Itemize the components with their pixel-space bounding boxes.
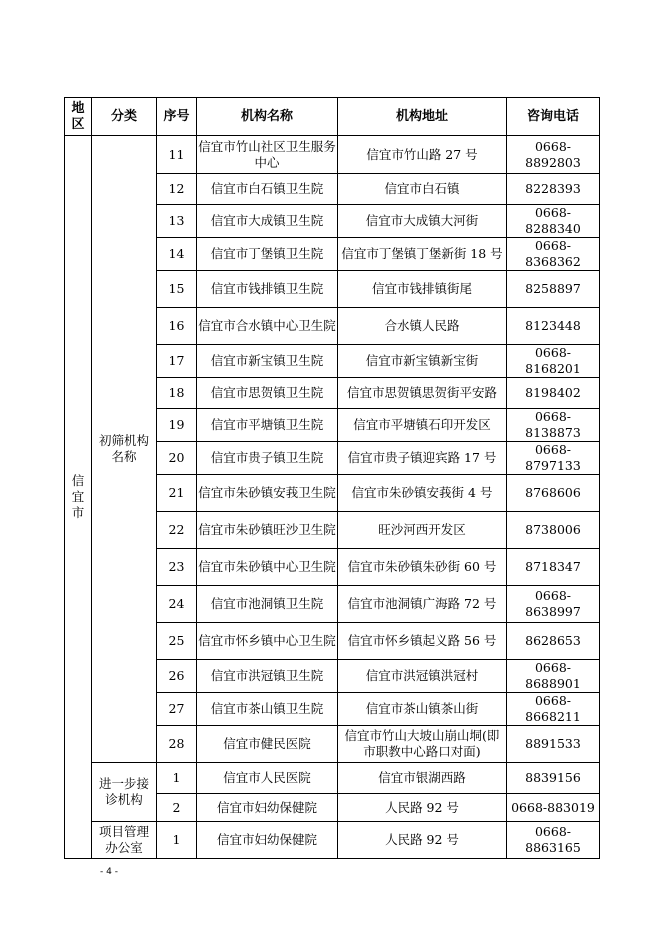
cell-seq: 27 (157, 693, 197, 726)
cell-seq: 24 (157, 586, 197, 623)
cell-name: 信宜市合水镇中心卫生院 (197, 308, 338, 345)
cell-name: 信宜市妇幼保健院 (197, 794, 338, 822)
cell-phone: 8768606 (507, 475, 600, 512)
cell-address: 信宜市丁堡镇丁堡新街 18 号 (338, 238, 507, 271)
cell-name: 信宜市洪冠镇卫生院 (197, 660, 338, 693)
cell-phone: 8228393 (507, 174, 600, 205)
cell-name: 信宜市贵子镇卫生院 (197, 442, 338, 475)
cell-name: 信宜市人民医院 (197, 763, 338, 794)
cell-address: 信宜市贵子镇迎宾路 17 号 (338, 442, 507, 475)
cell-name: 信宜市丁堡镇卫生院 (197, 238, 338, 271)
cell-name: 信宜市妇幼保健院 (197, 822, 338, 859)
cell-seq: 11 (157, 136, 197, 174)
cell-seq: 18 (157, 378, 197, 409)
cell-seq: 20 (157, 442, 197, 475)
cell-phone: 0668-8892803 (507, 136, 600, 174)
cell-seq: 1 (157, 763, 197, 794)
table-row (65, 136, 600, 174)
category-cell: 进一步接诊机构 (92, 763, 157, 822)
cell-seq: 15 (157, 271, 197, 308)
cell-seq: 1 (157, 822, 197, 859)
cell-address: 合水镇人民路 (338, 308, 507, 345)
cell-seq: 19 (157, 409, 197, 442)
cell-name: 信宜市思贺镇卫生院 (197, 378, 338, 409)
cell-address: 信宜市洪冠镇洪冠村 (338, 660, 507, 693)
cell-name: 信宜市朱砂镇安莪卫生院 (197, 475, 338, 512)
cell-seq: 2 (157, 794, 197, 822)
cell-address: 信宜市新宝镇新宝街 (338, 345, 507, 378)
cell-name: 信宜市朱砂镇旺沙卫生院 (197, 512, 338, 549)
cell-phone: 8258897 (507, 271, 600, 308)
cell-address: 人民路 92 号 (338, 822, 507, 859)
cell-seq: 25 (157, 623, 197, 660)
cell-address: 信宜市竹山路 27 号 (338, 136, 507, 174)
cell-seq: 28 (157, 726, 197, 763)
cell-seq: 23 (157, 549, 197, 586)
cell-address: 信宜市平塘镇石印开发区 (338, 409, 507, 442)
header-name: 机构名称 (197, 98, 338, 136)
cell-address: 信宜市怀乡镇起义路 56 号 (338, 623, 507, 660)
header-category: 分类 (92, 98, 157, 136)
cell-address: 旺沙河西开发区 (338, 512, 507, 549)
cell-phone: 0668-8797133 (507, 442, 600, 475)
cell-address: 信宜市银湖西路 (338, 763, 507, 794)
cell-phone: 0668-8638997 (507, 586, 600, 623)
cell-seq: 13 (157, 205, 197, 238)
cell-name: 信宜市钱排镇卫生院 (197, 271, 338, 308)
institution-table (64, 97, 600, 859)
cell-name: 信宜市平塘镇卫生院 (197, 409, 338, 442)
cell-seq: 14 (157, 238, 197, 271)
cell-phone: 8718347 (507, 549, 600, 586)
cell-seq: 17 (157, 345, 197, 378)
cell-phone: 0668-8168201 (507, 345, 600, 378)
cell-seq: 16 (157, 308, 197, 345)
header-region: 地区 (65, 98, 92, 136)
header-address: 机构地址 (338, 98, 507, 136)
cell-seq: 26 (157, 660, 197, 693)
cell-seq: 22 (157, 512, 197, 549)
cell-phone: 8738006 (507, 512, 600, 549)
region-cell: 信 宜 市 (65, 136, 92, 859)
cell-phone: 8198402 (507, 378, 600, 409)
cell-address: 信宜市朱砂镇安莪街 4 号 (338, 475, 507, 512)
cell-phone: 0668-8688901 (507, 660, 600, 693)
cell-name: 信宜市大成镇卫生院 (197, 205, 338, 238)
header-phone: 咨询电话 (507, 98, 600, 136)
cell-address: 信宜市茶山镇茶山街 (338, 693, 507, 726)
cell-address: 信宜市朱砂镇朱砂街 60 号 (338, 549, 507, 586)
cell-phone: 8891533 (507, 726, 600, 763)
cell-address: 信宜市竹山大坡山崩山垌(即市职教中心路口对面) (338, 726, 507, 763)
cell-name: 信宜市怀乡镇中心卫生院 (197, 623, 338, 660)
cell-phone: 0668-8288340 (507, 205, 600, 238)
table-body (65, 136, 600, 859)
cell-seq: 21 (157, 475, 197, 512)
cell-phone: 8123448 (507, 308, 600, 345)
cell-name: 信宜市新宝镇卫生院 (197, 345, 338, 378)
table-row (65, 763, 600, 794)
header-row (65, 98, 600, 136)
cell-address: 人民路 92 号 (338, 794, 507, 822)
cell-address: 信宜市白石镇 (338, 174, 507, 205)
category-cell: 初筛机构名称 (92, 136, 157, 763)
cell-name: 信宜市竹山社区卫生服务中心 (197, 136, 338, 174)
cell-name: 信宜市茶山镇卫生院 (197, 693, 338, 726)
cell-phone: 0668-8863165 (507, 822, 600, 859)
cell-name: 信宜市池洞镇卫生院 (197, 586, 338, 623)
cell-name: 信宜市朱砂镇中心卫生院 (197, 549, 338, 586)
cell-phone: 0668-8368362 (507, 238, 600, 271)
cell-address: 信宜市大成镇大河街 (338, 205, 507, 238)
cell-phone: 0668-8668211 (507, 693, 600, 726)
table-row (65, 822, 600, 859)
cell-address: 信宜市思贺镇思贺街平安路 (338, 378, 507, 409)
cell-phone: 0668-883019 (507, 794, 600, 822)
cell-address: 信宜市池洞镇广海路 72 号 (338, 586, 507, 623)
category-cell: 项目管理办公室 (92, 822, 157, 859)
cell-phone: 8839156 (507, 763, 600, 794)
cell-name: 信宜市健民医院 (197, 726, 338, 763)
cell-name: 信宜市白石镇卫生院 (197, 174, 338, 205)
cell-seq: 12 (157, 174, 197, 205)
header-seq: 序号 (157, 98, 197, 136)
cell-phone: 8628653 (507, 623, 600, 660)
cell-address: 信宜市钱排镇街尾 (338, 271, 507, 308)
page-number: - 4 - (100, 867, 118, 877)
cell-phone: 0668-8138873 (507, 409, 600, 442)
